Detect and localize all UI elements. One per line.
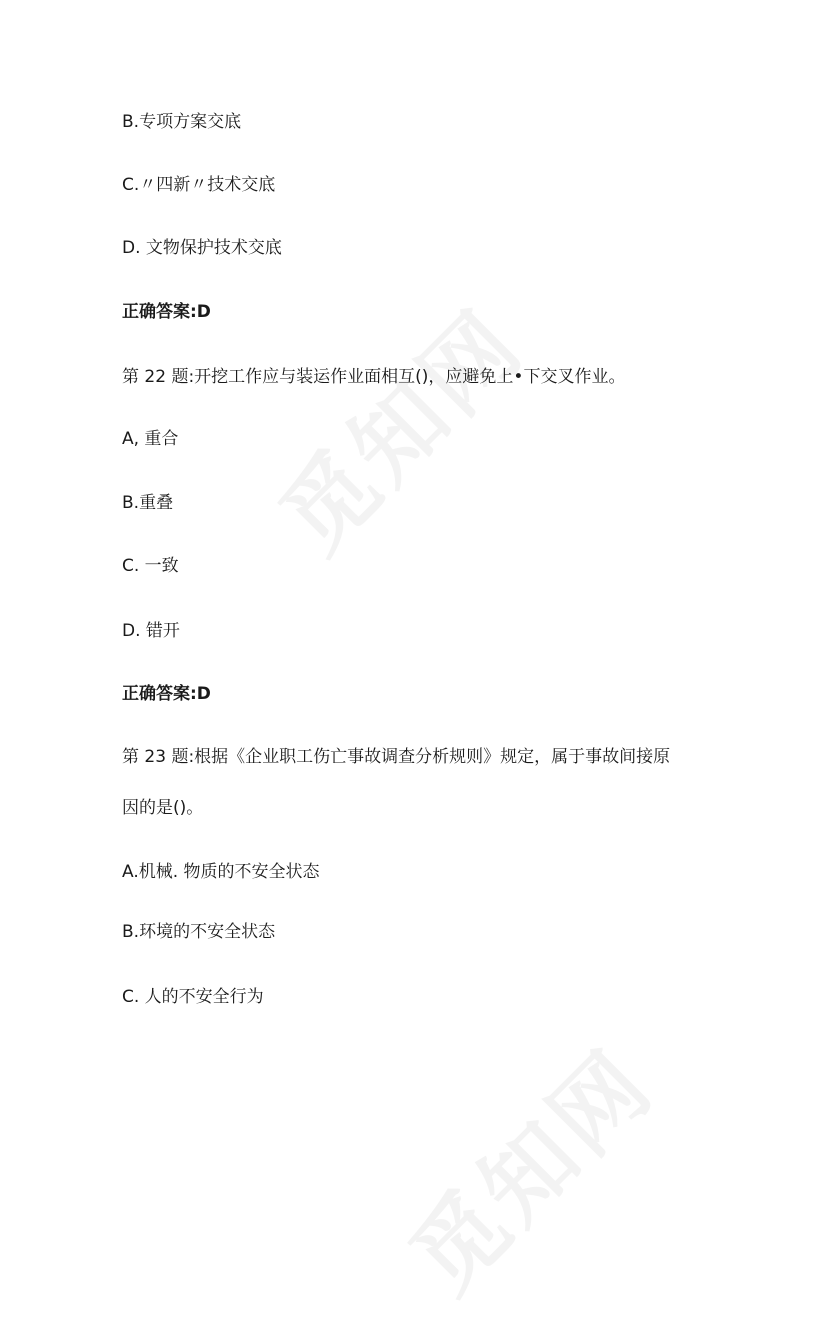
q21-answer: 正确答案:D xyxy=(122,302,211,322)
q21-option-d: D. 文物保护技术交底 xyxy=(122,238,282,258)
q22-answer: 正确答案:D xyxy=(122,684,211,704)
q23-option-b: B.环境的不安全状态 xyxy=(122,922,276,942)
q23-option-a: A.机械. 物质的不安全状态 xyxy=(122,862,320,882)
watermark-logo xyxy=(246,275,547,576)
q22-question: 第 22 题:开挖工作应与装运作业面相互()，应避免上•下交叉作业。 xyxy=(122,367,626,387)
q23-option-c: C. 人的不安全行为 xyxy=(122,987,264,1007)
q23-question-line1: 第 23 题:根据《企业职工伤亡事故调查分析规则》规定，属于事故间接原 xyxy=(122,747,671,767)
q22-option-b: B.重叠 xyxy=(122,493,174,513)
watermark-logo-bottom xyxy=(376,1015,677,1316)
q21-option-c: C.〃四新〃技术交底 xyxy=(122,175,276,195)
q22-option-a: A, 重合 xyxy=(122,429,179,449)
q23-question-line2: 因的是()。 xyxy=(122,798,204,818)
q22-option-d: D. 错开 xyxy=(122,621,180,641)
q22-option-c: C. 一致 xyxy=(122,556,179,576)
q21-option-b: B.专项方案交底 xyxy=(122,112,242,132)
